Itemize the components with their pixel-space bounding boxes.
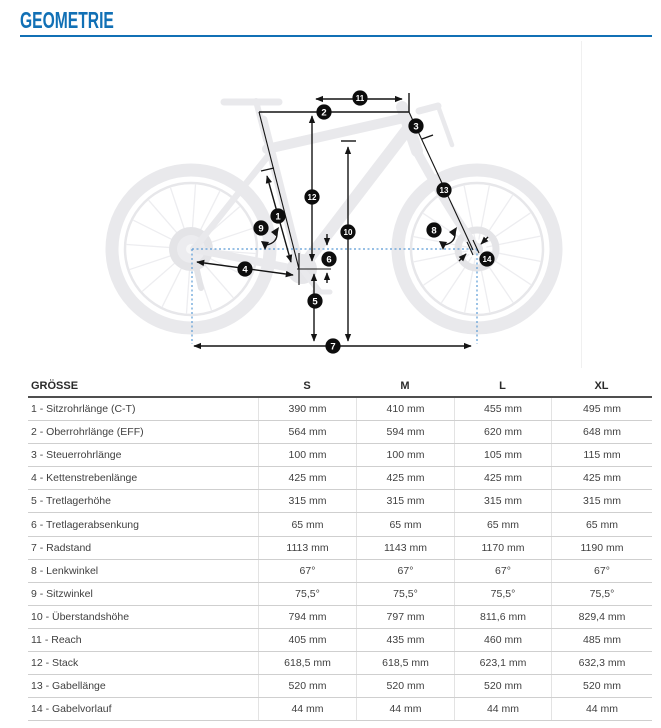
row-value: 495 mm xyxy=(551,398,652,420)
row-value: 75,5° xyxy=(551,583,652,605)
dim-marker-9 xyxy=(253,220,268,235)
bike-silhouette xyxy=(112,101,556,328)
row-value: 65 mm xyxy=(454,513,551,535)
row-value: 520 mm xyxy=(454,675,551,697)
table-row xyxy=(28,513,652,536)
table-row xyxy=(28,583,652,606)
row-value: 315 mm xyxy=(356,490,454,512)
table-row xyxy=(28,675,652,698)
dim-marker-5 xyxy=(307,293,322,308)
dim-marker-12 xyxy=(304,189,319,204)
row-label: 8 - Lenkwinkel xyxy=(31,564,99,577)
row-value: 65 mm xyxy=(258,513,356,535)
row-value: 829,4 mm xyxy=(551,606,652,628)
row-label: 6 - Tretlagerabsenkung xyxy=(31,518,139,531)
row-value: 65 mm xyxy=(356,513,454,535)
svg-text:14: 14 xyxy=(482,254,492,264)
table-row xyxy=(28,560,652,583)
row-value: 425 mm xyxy=(454,467,551,489)
dim-marker-8 xyxy=(426,222,441,237)
row-value: 1190 mm xyxy=(551,537,652,559)
column-header-s: S xyxy=(303,380,311,392)
svg-text:6: 6 xyxy=(326,254,332,266)
row-value: 105 mm xyxy=(454,444,551,466)
svg-text:8: 8 xyxy=(431,225,437,237)
svg-text:13: 13 xyxy=(439,185,449,195)
row-label: 14 - Gabelvorlauf xyxy=(31,703,112,716)
row-value: 520 mm xyxy=(258,675,356,697)
dim-marker-11 xyxy=(352,90,367,105)
row-value: 100 mm xyxy=(258,444,356,466)
svg-text:10: 10 xyxy=(343,227,353,237)
table-row xyxy=(28,467,652,490)
row-label: 13 - Gabellänge xyxy=(31,680,106,693)
svg-text:1: 1 xyxy=(275,211,281,223)
row-label: 5 - Tretlagerhöhe xyxy=(31,495,111,508)
row-label: 4 - Kettenstrebenlänge xyxy=(31,472,138,485)
row-label: 12 - Stack xyxy=(31,657,79,670)
size-column-header: GRÖSSE xyxy=(31,380,79,392)
table-header-row xyxy=(28,376,652,398)
row-label: 10 - Überstandshöhe xyxy=(31,610,130,623)
row-value: 1170 mm xyxy=(454,537,551,559)
column-header-m: M xyxy=(400,380,410,392)
row-value: 425 mm xyxy=(356,467,454,489)
row-value: 797 mm xyxy=(356,606,454,628)
row-value: 564 mm xyxy=(258,421,356,443)
row-value: 425 mm xyxy=(551,467,652,489)
row-value: 618,5 mm xyxy=(356,652,454,674)
table-row xyxy=(28,537,652,560)
row-value: 405 mm xyxy=(258,629,356,651)
row-value: 100 mm xyxy=(356,444,454,466)
row-value: 623,1 mm xyxy=(454,652,551,674)
row-value: 485 mm xyxy=(551,629,652,651)
table-row xyxy=(28,629,652,652)
geometry-table xyxy=(28,376,652,721)
derailleur xyxy=(196,266,201,288)
row-label: 1 - Sitzrohrlänge (C-T) xyxy=(31,403,136,416)
row-value: 618,5 mm xyxy=(258,652,356,674)
row-value: 455 mm xyxy=(454,398,551,420)
row-value: 67° xyxy=(258,560,356,582)
svg-text:11: 11 xyxy=(355,93,365,103)
stem xyxy=(419,106,438,111)
svg-text:5: 5 xyxy=(312,296,318,308)
row-value: 620 mm xyxy=(454,421,551,443)
row-value: 315 mm xyxy=(551,490,652,512)
row-label: 7 - Radstand xyxy=(31,541,92,554)
table-body xyxy=(28,398,652,721)
row-value: 315 mm xyxy=(258,490,356,512)
row-value: 115 mm xyxy=(551,444,652,466)
svg-text:2: 2 xyxy=(321,107,327,119)
row-value: 520 mm xyxy=(551,675,652,697)
dim-marker-2 xyxy=(316,104,331,119)
svg-text:4: 4 xyxy=(242,264,248,276)
table-row xyxy=(28,444,652,467)
row-value: 648 mm xyxy=(551,421,652,443)
dim-marker-4 xyxy=(237,261,252,276)
table-row xyxy=(28,421,652,444)
row-value: 1113 mm xyxy=(258,537,356,559)
row-value: 410 mm xyxy=(356,398,454,420)
row-value: 65 mm xyxy=(551,513,652,535)
dim-marker-14 xyxy=(479,251,494,266)
row-value: 520 mm xyxy=(356,675,454,697)
row-value: 75,5° xyxy=(258,583,356,605)
row-label: 9 - Sitzwinkel xyxy=(31,587,93,600)
row-label: 11 - Reach xyxy=(31,633,82,646)
table-row xyxy=(28,490,652,513)
row-value: 75,5° xyxy=(356,583,454,605)
row-value: 67° xyxy=(551,560,652,582)
row-label: 2 - Oberrohrlänge (EFF) xyxy=(31,426,144,439)
dim-marker-3 xyxy=(408,118,423,133)
dim-marker-6 xyxy=(321,251,336,266)
row-value: 44 mm xyxy=(551,698,652,720)
svg-text:7: 7 xyxy=(330,341,336,353)
svg-text:12: 12 xyxy=(307,192,317,202)
row-value: 315 mm xyxy=(454,490,551,512)
row-value: 1143 mm xyxy=(356,537,454,559)
row-value: 460 mm xyxy=(454,629,551,651)
row-value: 67° xyxy=(356,560,454,582)
column-header-l: L xyxy=(499,380,506,392)
row-value: 44 mm xyxy=(356,698,454,720)
row-value: 44 mm xyxy=(258,698,356,720)
table-row xyxy=(28,606,652,629)
page-title: GEOMETRIE xyxy=(20,7,114,33)
row-value: 594 mm xyxy=(356,421,454,443)
handlebar xyxy=(438,106,452,145)
dim-marker-7 xyxy=(325,338,340,353)
row-value: 811,6 mm xyxy=(454,606,551,628)
headbottom-tick xyxy=(422,135,433,139)
svg-text:9: 9 xyxy=(258,223,264,235)
row-value: 390 mm xyxy=(258,398,356,420)
table-row xyxy=(28,698,652,721)
row-value: 794 mm xyxy=(258,606,356,628)
row-value: 425 mm xyxy=(258,467,356,489)
dim-marker-13 xyxy=(436,182,451,197)
row-value: 67° xyxy=(454,560,551,582)
row-value: 435 mm xyxy=(356,629,454,651)
dim-marker-10 xyxy=(340,224,355,239)
row-label: 3 - Steuerrohrlänge xyxy=(31,449,122,462)
dim-marker-1 xyxy=(270,208,285,223)
table-row xyxy=(28,652,652,675)
row-value: 75,5° xyxy=(454,583,551,605)
row-value: 632,3 mm xyxy=(551,652,652,674)
column-header-xl: XL xyxy=(594,380,609,392)
table-row xyxy=(28,398,652,421)
top-tube xyxy=(267,118,404,149)
row-value: 44 mm xyxy=(454,698,551,720)
svg-text:3: 3 xyxy=(413,121,419,133)
